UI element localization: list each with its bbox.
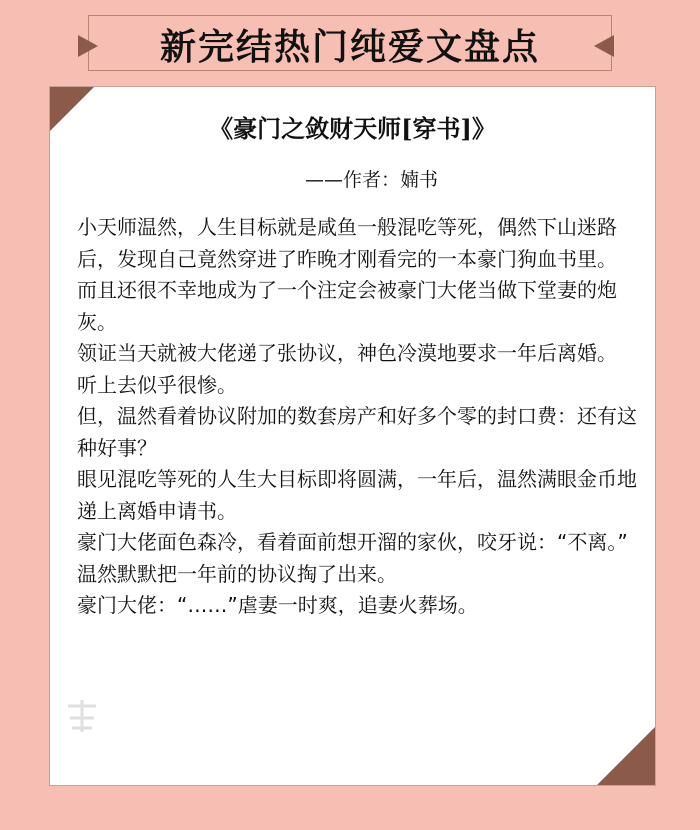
book-title: 《豪门之敛财天师[穿书]》 — [209, 114, 496, 143]
synopsis-paragraph: 领证当天就被大佬递了张协议，神色冷漠地要求一年后离婚。 — [77, 341, 617, 365]
synopsis-paragraph: 但，温然看着协议附加的数套房产和好多个零的封口费：还有这种好事？ — [77, 404, 637, 460]
synopsis-paragraph: 眼见混吃等死的人生大目标即将圆满，一年后，温然满眼金币地递上离婚申请书。 — [77, 467, 637, 523]
author-line: ——作者：婻书 — [305, 169, 439, 191]
arrow-right-icon — [78, 35, 98, 57]
banner-title: 新完结热门纯爱文盘点 — [159, 26, 540, 68]
arrow-left-icon — [594, 35, 614, 57]
synopsis — [77, 212, 637, 622]
book-card — [49, 86, 656, 786]
synopsis-paragraph: 豪门大佬面色森冷，看着面前想开溜的家伙，咬牙说：“不离。” — [77, 530, 628, 554]
synopsis-paragraph: 而且还很不幸地成为了一个注定会被豪门大佬当做下堂妻的炮灰。 — [77, 278, 617, 334]
synopsis-paragraph: 豪门大佬：“……”虐妻一时爽，追妻火葬场。 — [77, 593, 478, 617]
corner-decoration-bottom-right — [597, 727, 655, 785]
header-banner — [88, 15, 612, 71]
synopsis-paragraph: 小天师温然，人生目标就是咸鱼一般混吃等死，偶然下山迷路后，发现自己竟然穿进了昨晚才刚看完的一本豪门狗血书里。 — [77, 215, 617, 271]
synopsis-paragraph: 温然默默把一年前的协议掏了出来。 — [77, 561, 397, 586]
synopsis-paragraph: 听上去似乎很惨。 — [77, 372, 237, 397]
watermark-icon — [62, 696, 102, 736]
